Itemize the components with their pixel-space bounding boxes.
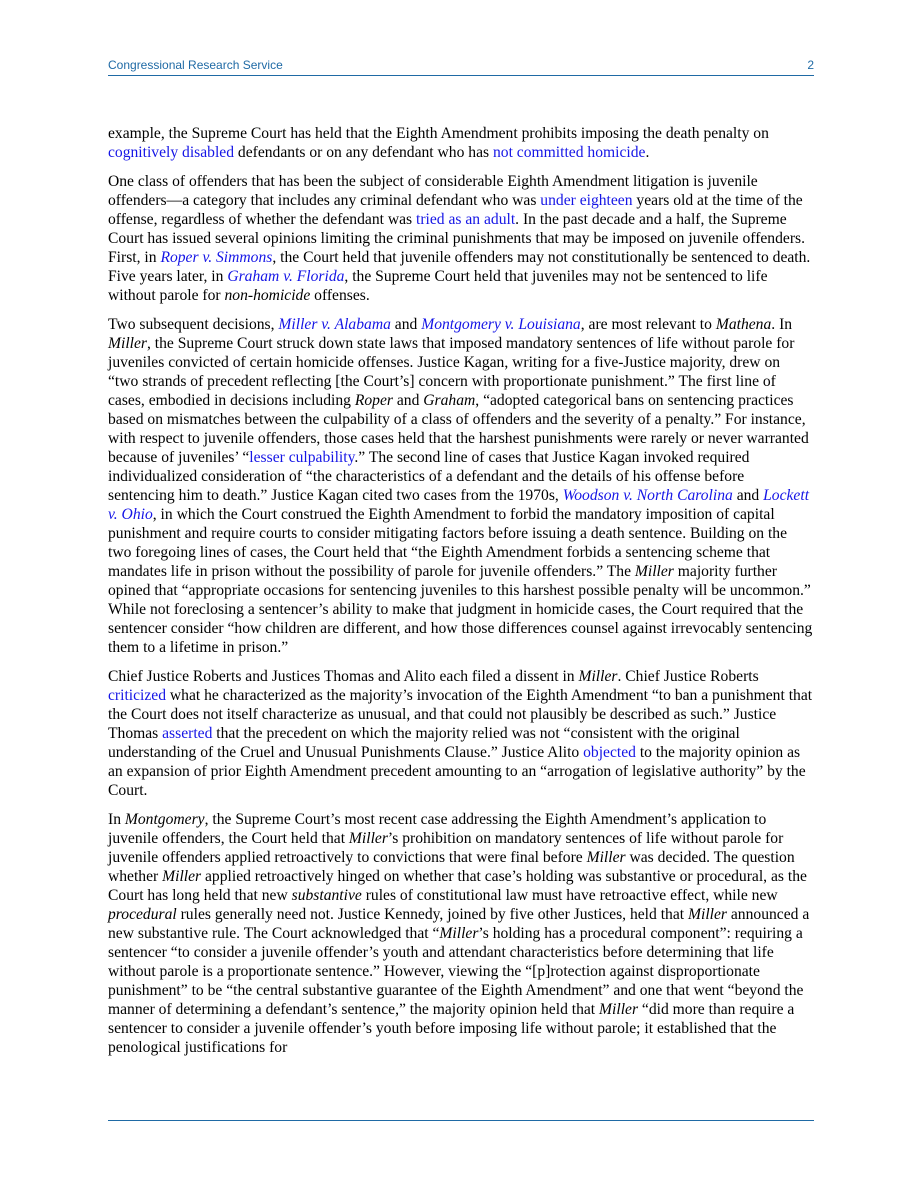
case-name: Woodson v. North Carolina [562, 487, 733, 504]
paragraph-5 [108, 810, 814, 1057]
text: Chief Justice Roberts and Justices Thomas and Alito each filed a dissent in [108, 668, 579, 685]
text: , “adopted categorical bans on sentencing practices based on mismatches between the culpability of a class of offenders and the severity of a penalty.” For instance, with respect to juvenile offenders, those cases held that the harshest punishments were rarely or never warranted because of juveniles’ “ [108, 392, 809, 466]
text: years old at the time of the offense, regardless of whether the defendant was [108, 192, 803, 228]
text: and [732, 487, 764, 504]
paragraph-4 [108, 667, 814, 800]
text: One class of offenders that has been the subject of considerable Eighth Amendment litigation is juvenile offenders—a category that includes any criminal defendant who was [108, 173, 758, 209]
link-objected[interactable]: objected [583, 744, 636, 761]
text: . In the past decade and a half, the Supreme Court has issued several opinions limiting the criminal punishments that may be imposed on juvenile offenders. First, in [108, 211, 805, 266]
link-montgomery-v-louisiana[interactable] [421, 316, 581, 333]
case-name: Miller [586, 849, 626, 866]
text: offenses. [310, 287, 370, 304]
paragraph-3 [108, 315, 814, 657]
page-header [108, 58, 814, 74]
case-name: Miller [348, 830, 388, 847]
footer-rule [108, 1120, 814, 1121]
case-name: Montgomery [124, 811, 205, 828]
text: was decided. The question whether [108, 849, 795, 885]
case-name: Lockett v. Ohio [108, 487, 810, 523]
case-name: Miller v. Alabama [278, 316, 391, 333]
text: , are most relevant to [580, 316, 716, 333]
case-name: Graham [423, 392, 476, 409]
paragraph-2 [108, 172, 814, 305]
text: to the majority opinion as an expansion of prior Eighth Amendment precedent amounting to an “arrogation of legislative authority” by the Court. [108, 744, 806, 799]
document-body [108, 124, 814, 1067]
case-name: Mathena [715, 316, 772, 333]
text: .” The second line of cases that Justice Kagan invoked required individualized consideration of “the characteristics of a defendant and the details of his offense before sentencing him to death.” Justice Kagan cited two cases from the 1970s, [108, 449, 750, 504]
text: example, the Supreme Court has held that the Eighth Amendment prohibits imposing the death penalty on [108, 125, 769, 142]
emphasis: substantive [291, 887, 362, 904]
link-woodson-v-north-carolina[interactable] [563, 487, 733, 504]
header-org: Congressional Research Service [108, 58, 283, 72]
paragraph-1 [108, 124, 814, 162]
case-name: Miller [108, 335, 147, 352]
text: , in which the Court construed the Eighth Amendment to forbid the mandatory imposition of capital punishment and require courts to consider mitigating factors before issuing a death sentence. Building on the two foregoing lines of cases, the Court held that “the Eighth Amendment forbids a sentencing scheme that mandates life in prison without the possibility of parole for juvenile offenders.” The [108, 506, 788, 580]
case-name: Miller [162, 868, 202, 885]
text: . Chief Justice Roberts [617, 668, 759, 685]
text: what he characterized as the majority’s invocation of the Eighth Amendment “to ban a punishment that the Court does not itself characterize as unusual, and that could not plausibly be described as such.” Justice Thomas [108, 687, 813, 742]
page-number: 2 [807, 58, 814, 72]
case-name: Montgomery v. Louisiana [421, 316, 581, 333]
link-asserted[interactable]: asserted [162, 725, 213, 742]
link-lesser-culpability[interactable]: lesser culpability [249, 449, 355, 466]
case-name: Roper v. Simmons [160, 249, 273, 266]
emphasis: non-homicide [224, 287, 311, 304]
link-under-eighteen[interactable]: under eighteen [540, 192, 633, 209]
text: , the Supreme Court held that juveniles may not be sentenced to life without parole for [108, 268, 768, 304]
text: , the Supreme Court struck down state laws that imposed mandatory sentences of life without parole for juveniles convicted of certain homicide offenses. Justice Kagan, writing for a five-Justice majority, drew on “two strands of precedent reflecting [the Court’s] concern with proportionate punishment.” The first line of cases, embodied in decisions including [108, 335, 795, 409]
text: and [392, 392, 424, 409]
link-not-committed-homicide[interactable]: not committed homicide [492, 144, 646, 161]
case-name: Miller [599, 1001, 639, 1018]
link-graham-v-florida[interactable] [227, 268, 344, 285]
text: applied retroactively hinged on whether that case’s holding was substantive or procedural, as the Court has long held that new [108, 868, 807, 904]
link-tried-as-adult[interactable]: tried as an adult [416, 211, 516, 228]
text: rules generally need not. Justice Kennedy, joined by five other Justices, held that [176, 906, 688, 923]
link-criticized[interactable]: criticized [108, 687, 167, 704]
text: . [645, 144, 650, 161]
text: defendants or on any defendant who has [234, 144, 493, 161]
text: rules of constitutional law must have retroactive effect, while new [361, 887, 778, 904]
text: “did more than require a sentencer to consider a juvenile offender’s youth before imposing life without parole; it established that the penological justifications for [108, 1001, 795, 1056]
case-name: Miller [439, 925, 479, 942]
text: majority further opined that “appropriate occasions for sentencing juveniles to this harshest possible penalty will be uncommon.” While not foreclosing a sentencer’s ability to make that judgment in homicide cases, the Court required that the sentencer consider “how children are different, and how those differences counsel against irrevocably sentencing them to a lifetime in prison.” [108, 563, 813, 656]
link-roper-v-simmons[interactable] [160, 249, 272, 266]
case-name: Miller [634, 563, 674, 580]
text: . In [771, 316, 793, 333]
text: , the Court held that juvenile offenders may not constitutionally be sentenced to death. Five years later, in [108, 249, 811, 285]
case-name: Miller [688, 906, 727, 923]
text: that the precedent on which the majority relied was not “consistent with the original understanding of the Cruel and Unusual Punishments Clause.” Justice Alito [108, 725, 740, 761]
text: ’s holding has a procedural component”: requiring a sentencer “to consider a juvenile offender’s youth and attendant characteristics before determining that life without parole is a proportionate sentence.” However, viewing the “[p]rotection against disproportionate punishment” to be “the central substantive guarantee of the Eighth Amendment” and one that went “beyond the manner of determining a defendant’s sentence,” the majority opinion held that [108, 925, 804, 1018]
emphasis: procedural [108, 906, 177, 923]
text: , the Supreme Court’s most recent case addressing the Eighth Amendment’s application to juvenile offenders, the Court held that [108, 811, 767, 847]
header-rule [108, 75, 814, 76]
case-name: Graham v. Florida [227, 268, 345, 285]
text: ’s prohibition on mandatory sentences of life without parole for juvenile offenders applied retroactively to convictions that were final before [108, 830, 784, 866]
text: In [108, 811, 125, 828]
text: announced a new substantive rule. The Court acknowledged that “ [108, 906, 810, 942]
link-miller-v-alabama[interactable] [278, 316, 390, 333]
case-name: Miller [578, 668, 618, 685]
case-name: Roper [354, 392, 393, 409]
link-cognitively-disabled[interactable]: cognitively disabled [108, 144, 235, 161]
text: and [390, 316, 422, 333]
text: Two subsequent decisions, [108, 316, 279, 333]
